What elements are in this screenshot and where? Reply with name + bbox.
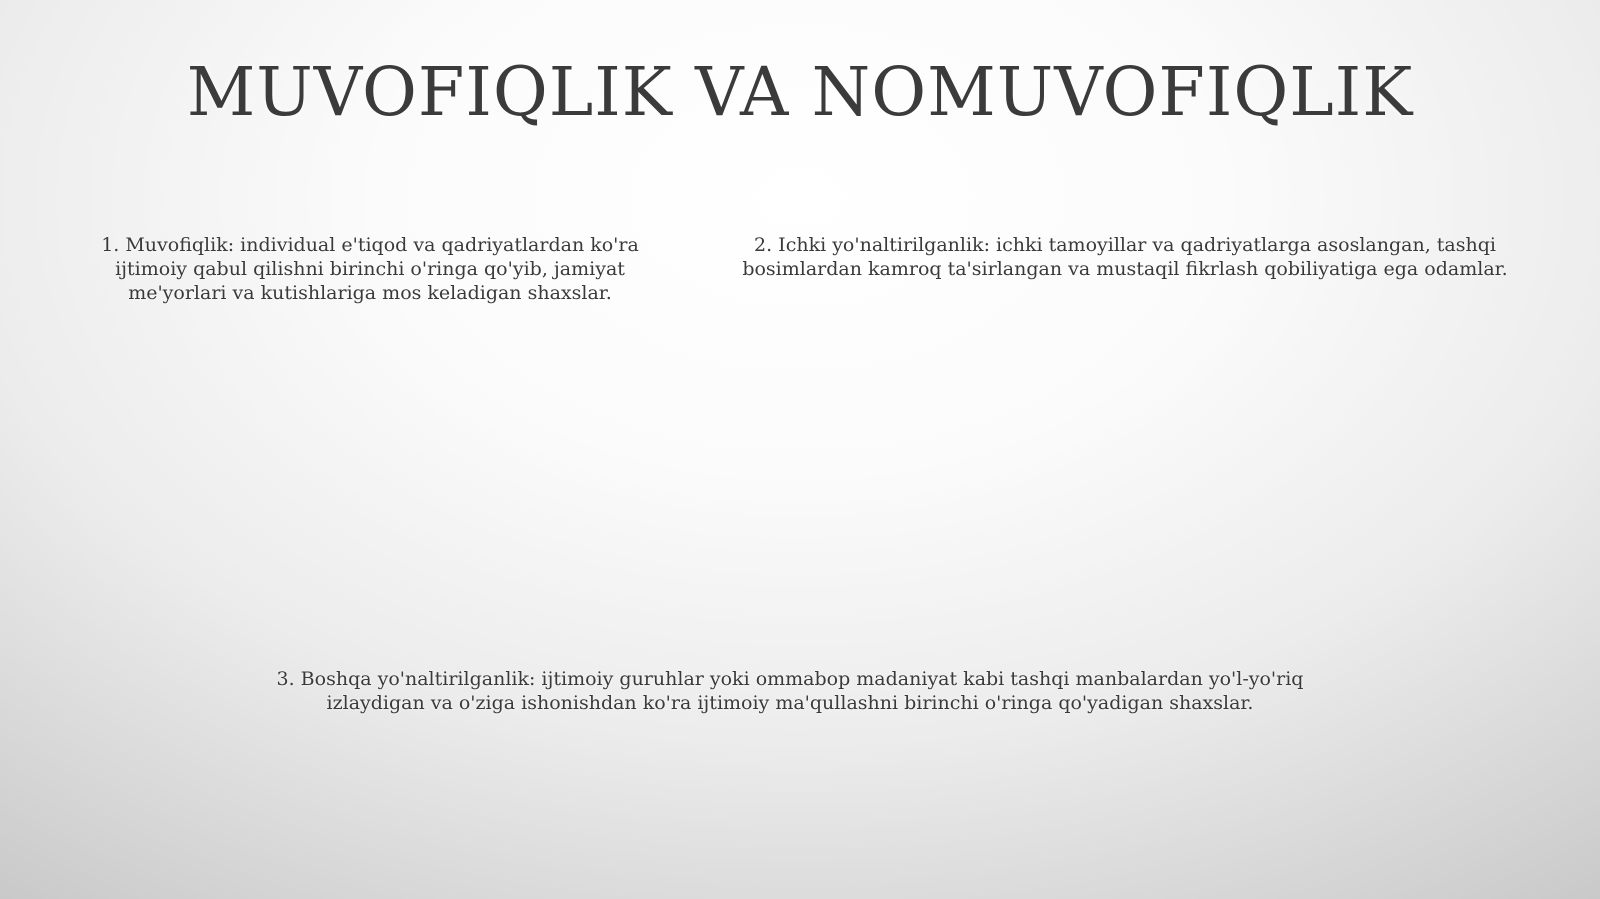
point-conformity: 1. Muvofiqlik: individual e'tiqod va qadriyatlardan ko'ra ijtimoiy qabul qilishni birinchi o'ringa qo'yib, jamiyat me'yorlari va kutishlariga mos keladigan shaxslar. xyxy=(101,234,639,304)
point-inner-directed: 2. Ichki yo'naltirilganlik: ichki tamoyillar va qadriyatlarga asoslangan, tashqi bosimlardan kamroq ta'sirlangan va mustaqil fikrlash qobiliyatiga ega odamlar. xyxy=(742,234,1508,280)
slide-title: MUVOFIQLIK VA NOMUVOFIQLIK xyxy=(186,53,1414,131)
point-other-directed: 3. Boshqa yo'naltirilganlik: ijtimoiy guruhlar yoki ommabop madaniyat kabi tashqi manbalardan yo'l-yo'riq izlaydigan va o'ziga ishonishdan ko'ra ijtimoiy ma'qullashni birinchi o'ringa qo'yadigan shaxslar. xyxy=(276,668,1304,714)
